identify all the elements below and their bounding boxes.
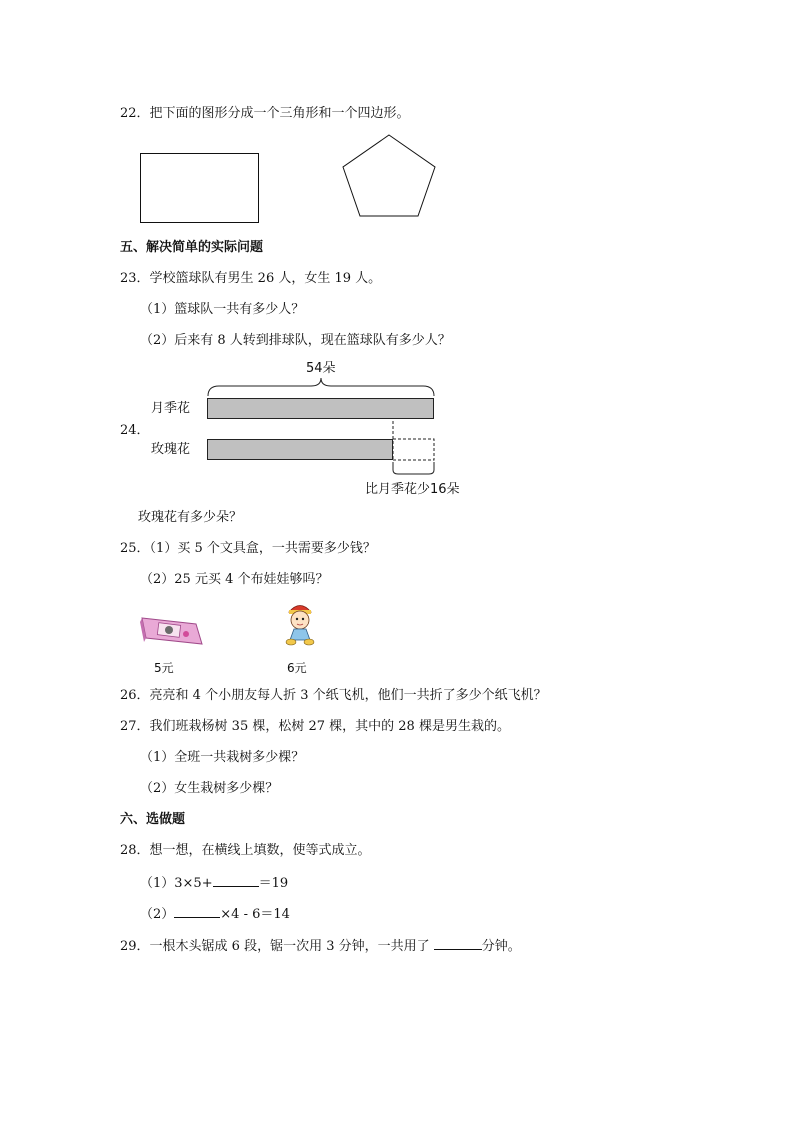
equation-2-prefix: （2） — [140, 907, 175, 922]
question-25-sub2: （2）25 元买 4 个布娃娃够吗？ — [140, 572, 329, 587]
question-28-sub1 — [140, 874, 288, 892]
row1-label: 月季花 — [151, 401, 191, 416]
question-29-blank[interactable] — [434, 937, 482, 950]
question-27-sub1: （1）全班一共栽树多少棵？ — [140, 750, 305, 765]
pencil-box-price: 5元 — [154, 661, 174, 675]
rose-bar-short — [207, 439, 393, 460]
row2-label: 玫瑰花 — [151, 442, 191, 457]
difference-label: 比月季花少16朵 — [365, 482, 460, 497]
question-28-text: 28．想一想，在横线上填数，使等式成立。 — [120, 843, 371, 858]
section-6-title: 六、选做题 — [120, 812, 186, 827]
section-5-title: 五、解决简单的实际问题 — [120, 240, 264, 255]
doll-image — [280, 598, 320, 648]
question-27-text: 27．我们班栽杨树 35 棵，松树 27 棵，其中的 28 棵是男生栽的。 — [120, 719, 510, 734]
doll-price: 6元 — [287, 661, 307, 675]
total-brace — [205, 376, 437, 398]
equation-1-blank[interactable] — [213, 874, 259, 887]
question-29-prefix: 29．一根木头锯成 6 段，锯一次用 3 分钟，一共用了 — [120, 939, 434, 954]
equation-1-suffix: ＝19 — [258, 876, 289, 891]
question-26-text: 26．亮亮和 4 个小朋友每人折 3 个纸飞机，他们一共折了多少个纸飞机？ — [120, 688, 547, 703]
question-29-suffix: 分钟。 — [481, 939, 521, 954]
equation-2-suffix: ×4 - 6＝14 — [220, 907, 290, 922]
rectangle-figure — [140, 153, 259, 223]
equation-1-prefix: （1）3×5+ — [140, 876, 213, 891]
question-29-text — [120, 937, 521, 955]
rose-bar-full — [207, 398, 434, 419]
question-23-sub2: （2）后来有 8 人转到排球队，现在篮球队有多少人？ — [140, 333, 451, 348]
question-22-text: 22．把下面的图形分成一个三角形和一个四边形。 — [120, 106, 410, 121]
question-24-question: 玫瑰花有多少朵？ — [138, 510, 243, 525]
question-28-sub2 — [140, 905, 290, 923]
question-24-number: 24． — [120, 423, 150, 438]
question-23-text: 23．学校篮球队有男生 26 人，女生 19 人。 — [120, 271, 382, 286]
total-label: 54朵 — [306, 361, 336, 376]
question-25-sub1: 25．（1）买 5 个文具盒，一共需要多少钱？ — [120, 541, 376, 556]
pentagon-figure — [338, 130, 440, 220]
question-27-sub2: （2）女生栽树多少棵？ — [140, 781, 279, 796]
pencil-box-image — [136, 610, 206, 650]
question-23-sub1: （1）篮球队一共有多少人？ — [140, 302, 305, 317]
equation-2-blank[interactable] — [174, 905, 220, 918]
